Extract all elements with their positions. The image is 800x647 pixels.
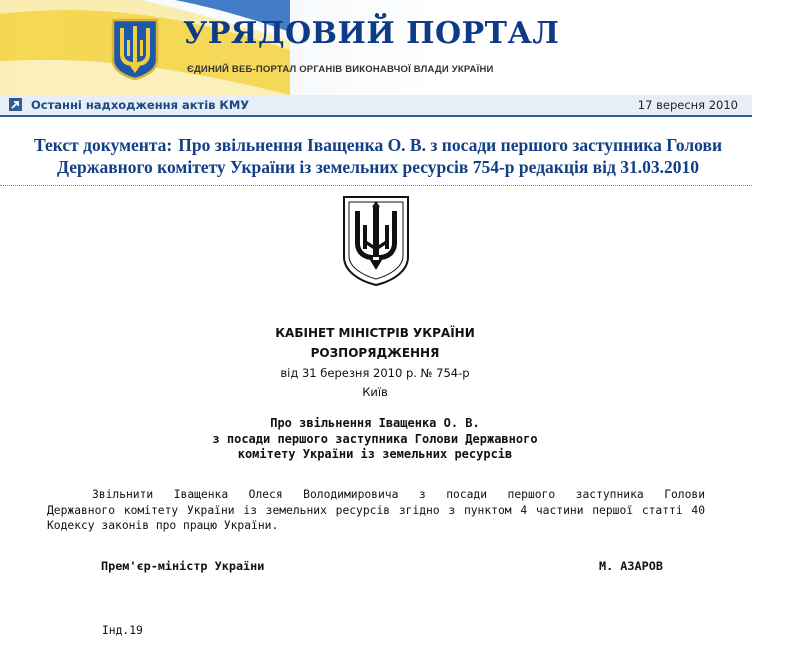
subject-line: з посади першого заступника Голови Державного — [212, 431, 538, 446]
document-city: Київ — [362, 385, 388, 399]
issuing-organization: КАБІНЕТ МІНІСТРІВ УКРАЇНИ — [275, 326, 475, 340]
document-heading — [8, 134, 748, 178]
document-body — [47, 487, 705, 534]
document-type: РОЗПОРЯДЖЕННЯ — [310, 346, 440, 360]
signer-title: Прем'єр-міністр України — [101, 559, 265, 573]
current-date: 17 вересня 2010 — [637, 98, 738, 112]
coat-of-arms-trident-icon — [341, 195, 411, 287]
nav-bar — [0, 95, 752, 117]
document-index: Інд.19 — [102, 624, 143, 637]
body-line: Звільнити Іващенка Олеся Володимировича з посади першого заступника Голови — [92, 488, 705, 501]
portal-banner — [0, 0, 800, 95]
body-line: Державного комітету України із земельних ресурсів згідно з пунктом 4 частини першої статті 40 — [47, 503, 705, 517]
recent-acts-link[interactable]: Останні надходження актів КМУ — [31, 98, 250, 112]
dotted-divider — [0, 185, 752, 186]
body-line: Кодексу законів про працю України. — [47, 519, 279, 532]
portal-subtitle: ЄДИНИЙ ВЕБ-ПОРТАЛ ОРГАНІВ ВИКОНАВЧОЇ ВЛАДИ УКРАЇНИ — [187, 64, 494, 75]
signer-name: М. АЗАРОВ — [599, 559, 663, 573]
document-subject — [120, 416, 630, 463]
heading-label: Текст документа: — [33, 135, 173, 155]
subject-line: комітету України із земельних ресурсів — [237, 447, 513, 461]
heading-line-2: Державного комітету України із земельних ресурсів 754-р редакція від 31.03.2010 — [57, 157, 699, 177]
heading-line-1 — [8, 134, 748, 156]
subject-line: Про звільнення Іващенка О. В. — [270, 416, 480, 430]
document-date-number: від 31 березня 2010 р. № 754-р — [280, 366, 470, 380]
portal-title[interactable]: УРЯДОВИЙ ПОРТАЛ — [183, 16, 560, 51]
heading-text-1: Про звільнення Іващенка О. В. з посади першого заступника Голови — [178, 135, 723, 155]
arrow-up-right-icon — [9, 98, 22, 111]
coat-of-arms-icon — [110, 18, 160, 80]
